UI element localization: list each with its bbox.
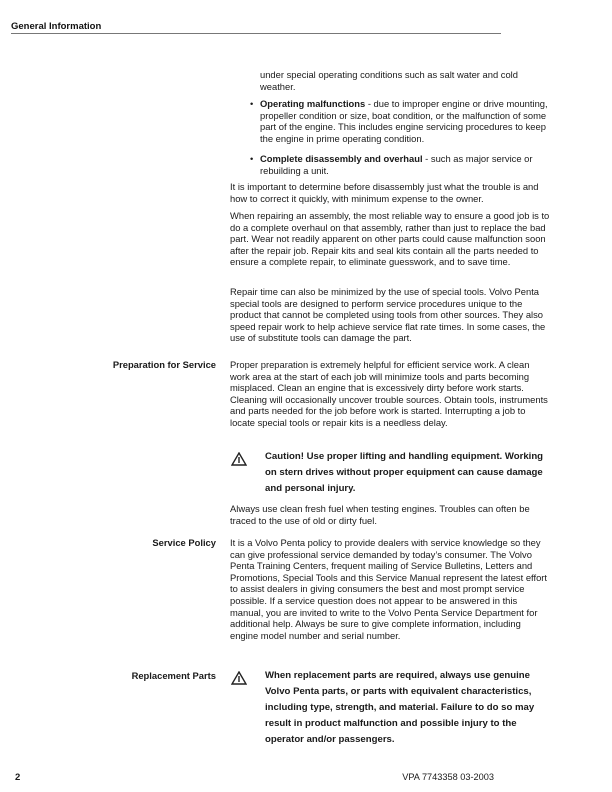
bullet-item: • Operating malfunctions - due to improper engine or drive mounting, propeller condition or size, boat condition, or the malfunction of some part of the engine. This includes engine servicing procedures to keep the engine in prime operating condition. bbox=[250, 98, 548, 144]
bullet-term: Operating malfunctions bbox=[260, 98, 366, 109]
warning-icon bbox=[231, 452, 247, 466]
paragraph: Always use clean fresh fuel when testing engines. Troubles can often be traced to the use of old or dirty fuel. bbox=[230, 503, 530, 526]
document-id: VPA 7743358 03-2003 bbox=[402, 772, 494, 782]
paragraph: It is important to determine before disassembly just what the trouble is and how to correct it quickly, with minimum expense to the owner. bbox=[230, 181, 539, 204]
header-rule bbox=[11, 33, 501, 34]
bullet-term: Complete disassembly and overhaul bbox=[260, 153, 423, 164]
paragraph: Proper preparation is extremely helpful for efficient service work. A clean work area at the start of each job will minimize tools and parts becoming misplaced. Clean an engine that is excessively dirty before work starts. Cleaning will occasionally uncover trouble sources. Obtain tools, instruments and parts needed for the job before work is started. Interrupting a job to locate special tools or repair kits is a needless delay. bbox=[230, 359, 548, 428]
section-label-preparation: Preparation for Service bbox=[112, 359, 216, 370]
bullet-item: • Complete disassembly and overhaul - such as major service or rebuilding a unit. bbox=[250, 153, 533, 176]
paragraph: Repair time can also be minimized by the use of special tools. Volvo Penta special tools are designed to perform service procedures unique to the product that cannot be completed using tools from other sources. They also speed repair work to help achieve service flat rate times. In some cases, the use of substitute tools can damage the part. bbox=[230, 286, 546, 344]
section-label-service-policy: Service Policy bbox=[152, 537, 216, 548]
warning-icon bbox=[231, 671, 247, 685]
bullet-text: - such as major service or rebuilding a unit. bbox=[260, 153, 533, 176]
caution-text: Caution! Use proper lifting and handling equipment. Working on stern drives without proper equipment can cause damage and personal injury. bbox=[265, 451, 544, 494]
section-label-replacement-parts: Replacement Parts bbox=[131, 670, 216, 681]
intro-continuation: under special operating conditions such as salt water and cold weather. bbox=[260, 69, 518, 92]
page-number: 2 bbox=[15, 772, 21, 783]
paragraph: It is a Volvo Penta policy to provide dealers with service knowledge so they can give professional service demanded by today’s consumer. The Volvo Penta Training Centers, frequent mailing of Service Bulletins, Letters and Promotions, Special Tools and this Service Manual represent the latest effort to assist dealers in giving consumers the best and most prompt service possible. If a service question does not appear to be answered in this manual, you are invited to write to the Volvo Penta Service Department for additional help. Always be sure to give complete information, including engine model number and serial number. bbox=[230, 537, 548, 641]
replacement-warning-text: When replacement parts are required, always use genuine Volvo Penta parts, or parts with equivalent characteristics, including type, strength, and material. Failure to do so may result in product malfunction and possible injury to the operator and/or passengers. bbox=[265, 670, 535, 745]
bullet-text: - due to improper engine or drive mounting, propeller condition or size, boat condition, or the malfunction of some part of the engine. This includes engine servicing procedures to keep the engine in prime operating condition. bbox=[260, 98, 548, 144]
header-title: General Information bbox=[11, 21, 102, 32]
paragraph: When repairing an assembly, the most reliable way to ensure a good job is to do a complete overhaul on that assembly, rather than just to replace the bad part. Wear not readily apparent on other parts could cause malfunction soon after the repair job. Repair kits and seal kits contain all the parts needed to ensure a complete repair, to eliminate guesswork, and to save time. bbox=[230, 210, 550, 268]
